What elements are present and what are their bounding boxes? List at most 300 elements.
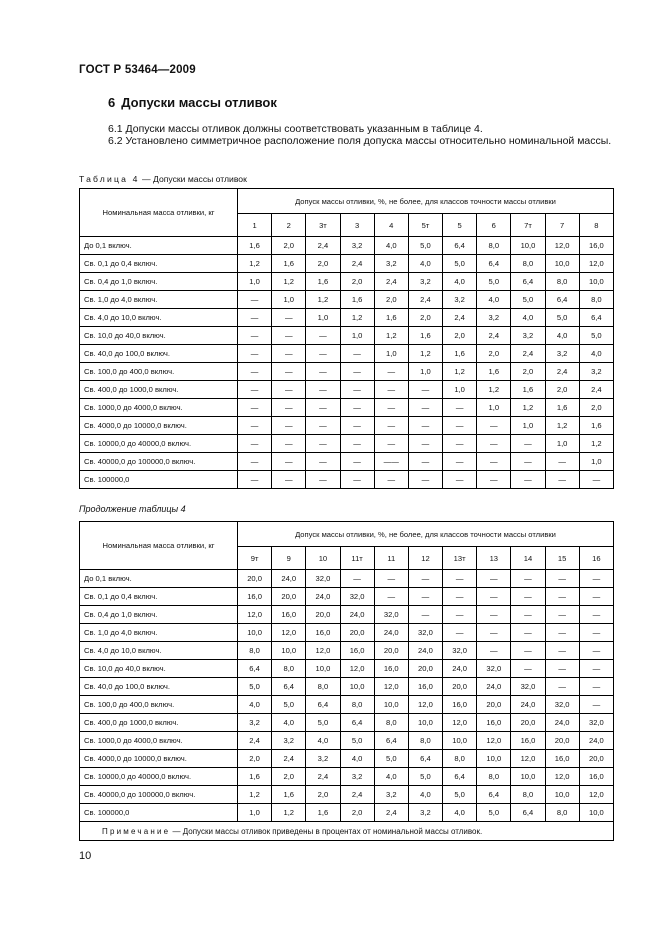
table-cell: 6,4 <box>306 696 340 714</box>
table-cell: 1,6 <box>306 804 340 822</box>
table-cell: — <box>477 606 511 624</box>
table-cell: 2,0 <box>272 237 306 255</box>
table-cell: 3,2 <box>238 714 272 732</box>
table-cell: — <box>374 417 408 435</box>
table-cell: — <box>511 624 545 642</box>
table-cell: 1,2 <box>579 435 613 453</box>
table-cell: 4,0 <box>340 750 374 768</box>
table-cell: — <box>238 399 272 417</box>
table-cell: — <box>340 345 374 363</box>
table-cell: — <box>238 291 272 309</box>
table-cell: 10,0 <box>511 237 545 255</box>
table-cell: — <box>545 678 579 696</box>
class-header-cell: 6 <box>477 214 511 237</box>
table-cell: 20,0 <box>443 678 477 696</box>
table-row <box>80 417 614 435</box>
table-cell: — <box>238 345 272 363</box>
table-cell: 3,2 <box>374 255 408 273</box>
table-cell: 1,0 <box>374 345 408 363</box>
table-cell: 10,0 <box>545 786 579 804</box>
table-cell: 2,0 <box>408 309 442 327</box>
table-caption-label: Таблица 4 <box>79 174 140 184</box>
table-cell: — <box>374 570 408 588</box>
table-cell: 16,0 <box>477 714 511 732</box>
table-cell: — <box>511 642 545 660</box>
table-cell: 2,0 <box>443 327 477 345</box>
table-cell: — <box>408 588 442 606</box>
class-header-cell: 1 <box>238 214 272 237</box>
table-cell: 5,0 <box>477 273 511 291</box>
table-cell: 16,0 <box>443 696 477 714</box>
table-cell: 2,4 <box>408 291 442 309</box>
row-label: Св. 40000,0 до 100000,0 включ. <box>80 786 238 804</box>
table-cell: — <box>238 327 272 345</box>
table-cell: 3,2 <box>374 786 408 804</box>
table-cell: 2,0 <box>511 363 545 381</box>
class-header-cell: 11 <box>374 547 408 570</box>
row-label: Св. 10000,0 до 40000,0 включ. <box>80 768 238 786</box>
table-row <box>80 363 614 381</box>
table-cell: 1,6 <box>238 768 272 786</box>
row-label: Св. 400,0 до 1000,0 включ. <box>80 714 238 732</box>
table-cell: 20,0 <box>408 660 442 678</box>
table-cell: — <box>408 399 442 417</box>
table-cell: — <box>340 570 374 588</box>
table-cell: 12,0 <box>238 606 272 624</box>
table-cell: 10,0 <box>579 273 613 291</box>
table-cell: 6,4 <box>238 660 272 678</box>
table-cell: — <box>238 309 272 327</box>
document-header: ГОСТ Р 53464—2009 <box>79 64 196 76</box>
table-cell: 2,4 <box>511 345 545 363</box>
table-cell: 3,2 <box>340 768 374 786</box>
table-cell: 2,0 <box>306 255 340 273</box>
table-cell: — <box>545 471 579 489</box>
table-cell: 1,2 <box>238 255 272 273</box>
table-cell: — <box>511 588 545 606</box>
table-cell: 8,0 <box>579 291 613 309</box>
table-continuation-caption: Продолжение таблицы 4 <box>79 504 186 514</box>
table-cell: 10,0 <box>374 696 408 714</box>
table-cell: 16,0 <box>306 624 340 642</box>
table-cell: 16,0 <box>545 750 579 768</box>
row-label: До 0,1 включ. <box>80 570 238 588</box>
class-header-cell: 3т <box>306 214 340 237</box>
table-cell: — <box>443 435 477 453</box>
table-cell: —— <box>374 453 408 471</box>
table-cell: — <box>579 606 613 624</box>
table-cell: 8,0 <box>477 768 511 786</box>
table-cell: — <box>306 363 340 381</box>
table-cell: 4,0 <box>238 696 272 714</box>
table-cell: 3,2 <box>579 363 613 381</box>
table-row <box>80 750 614 768</box>
table-cell: 1,0 <box>306 309 340 327</box>
table-cell: 24,0 <box>511 696 545 714</box>
table-cell: 5,0 <box>545 309 579 327</box>
table-row <box>80 660 614 678</box>
table-cell: 2,0 <box>545 381 579 399</box>
table-cell: 32,0 <box>374 606 408 624</box>
table-cell: — <box>408 606 442 624</box>
table-cell: 8,0 <box>511 255 545 273</box>
table-cell: 5,0 <box>272 696 306 714</box>
table-cell: — <box>272 417 306 435</box>
table-cell: 5,0 <box>477 804 511 822</box>
table-row <box>80 345 614 363</box>
row-label: Св. 100000,0 <box>80 471 238 489</box>
paragraph-6-1: 6.1 Допуски массы отливок должны соответствовать указанным в таблице 4. <box>108 123 483 135</box>
class-header-cell: 5т <box>408 214 442 237</box>
table-cell: 1,6 <box>545 399 579 417</box>
table-cell: 5,0 <box>408 768 442 786</box>
column-group-header: Допуск массы отливки, %, не более, для классов точности массы отливки <box>238 522 614 547</box>
section-number: 6 <box>108 95 116 110</box>
table-cell: — <box>374 471 408 489</box>
table-cell: 2,0 <box>374 291 408 309</box>
row-label: Св. 40,0 до 100,0 включ. <box>80 345 238 363</box>
table-row <box>80 714 614 732</box>
table-row <box>80 237 614 255</box>
section-title-text: Допуски массы отливок <box>121 95 277 110</box>
table-cell: — <box>443 588 477 606</box>
table-cell: 10,0 <box>545 255 579 273</box>
table-cell: — <box>545 606 579 624</box>
table-row <box>80 453 614 471</box>
table-cell: — <box>340 381 374 399</box>
table-cell: 1,0 <box>238 804 272 822</box>
table-cell: 1,2 <box>238 786 272 804</box>
table-cell: — <box>306 381 340 399</box>
table-cell: — <box>579 642 613 660</box>
table-cell: — <box>477 570 511 588</box>
class-header-cell: 13т <box>443 547 477 570</box>
table-cell: 1,2 <box>374 327 408 345</box>
table-cell: — <box>443 606 477 624</box>
table-cell: — <box>306 417 340 435</box>
table-cell: — <box>238 363 272 381</box>
table-cell: 6,4 <box>477 255 511 273</box>
table-cell: — <box>306 345 340 363</box>
table-cell: — <box>477 624 511 642</box>
table-cell: 1,6 <box>306 273 340 291</box>
row-label: Св. 10,0 до 40,0 включ. <box>80 660 238 678</box>
table-cell: 6,4 <box>579 309 613 327</box>
page-number: 10 <box>79 850 92 862</box>
table-cell: 1,6 <box>408 327 442 345</box>
table-cell: 24,0 <box>272 570 306 588</box>
table-cell: — <box>477 417 511 435</box>
table-row <box>80 327 614 345</box>
class-header-cell: 5 <box>443 214 477 237</box>
table-cell: 6,4 <box>545 291 579 309</box>
table-cell: 2,4 <box>545 363 579 381</box>
table-cell: — <box>545 624 579 642</box>
table-cell: 10,0 <box>340 678 374 696</box>
table-cell: 2,4 <box>443 309 477 327</box>
table-cell: 2,4 <box>374 804 408 822</box>
table-caption-text: — Допуски массы отливок <box>139 174 247 184</box>
table-cell: — <box>272 435 306 453</box>
table-cell: 32,0 <box>579 714 613 732</box>
table-cell: — <box>408 570 442 588</box>
table-cell: 24,0 <box>579 732 613 750</box>
table-cell: 12,0 <box>511 750 545 768</box>
table-cell: — <box>511 606 545 624</box>
table-cell: — <box>238 417 272 435</box>
table-cell: 16,0 <box>579 768 613 786</box>
table-cell: 1,0 <box>340 327 374 345</box>
table-cell: — <box>306 471 340 489</box>
table-row <box>80 399 614 417</box>
table-cell: — <box>545 588 579 606</box>
table-cell: 10,0 <box>238 624 272 642</box>
table-cell: — <box>477 435 511 453</box>
table-cell: 10,0 <box>272 642 306 660</box>
table-cell: 32,0 <box>408 624 442 642</box>
table-cell: 8,0 <box>306 678 340 696</box>
table-cell: — <box>477 642 511 660</box>
table-cell: — <box>340 417 374 435</box>
table-cell: 4,0 <box>579 345 613 363</box>
table-cell: — <box>408 381 442 399</box>
table-cell: 1,6 <box>238 237 272 255</box>
table-cell: 24,0 <box>443 660 477 678</box>
table-cell: 8,0 <box>443 750 477 768</box>
row-label: Св. 1000,0 до 4000,0 включ. <box>80 732 238 750</box>
table-cell: 4,0 <box>443 273 477 291</box>
table-cell: — <box>579 624 613 642</box>
table-cell: — <box>545 453 579 471</box>
table-cell: 4,0 <box>408 255 442 273</box>
table-cell: 1,0 <box>477 399 511 417</box>
table-cell: 10,0 <box>477 750 511 768</box>
table-row <box>80 381 614 399</box>
table-row <box>80 624 614 642</box>
table-cell: 8,0 <box>340 696 374 714</box>
table-cell: 10,0 <box>306 660 340 678</box>
table-row <box>80 255 614 273</box>
table-cell: — <box>545 660 579 678</box>
table-cell: 1,2 <box>511 399 545 417</box>
table-cell: 3,2 <box>408 804 442 822</box>
table-cell: 24,0 <box>477 678 511 696</box>
table-cell: 10,0 <box>579 804 613 822</box>
table-cell: — <box>511 435 545 453</box>
table-note-text: — Допуски массы отливок приведены в процентах от номинальной массы отливок. <box>170 826 483 836</box>
class-header-cell: 11т <box>340 547 374 570</box>
table-cell: 8,0 <box>477 237 511 255</box>
table-cell: — <box>238 471 272 489</box>
table-cell: 12,0 <box>374 678 408 696</box>
row-label: Св. 1,0 до 4,0 включ. <box>80 624 238 642</box>
class-header-cell: 14 <box>511 547 545 570</box>
table-cell: 2,4 <box>272 750 306 768</box>
table-cell: 24,0 <box>408 642 442 660</box>
table-cell: 1,2 <box>408 345 442 363</box>
column-header-nominal-mass: Номинальная масса отливки, кг <box>80 189 238 237</box>
table-cell: — <box>477 453 511 471</box>
row-label: Св. 0,4 до 1,0 включ. <box>80 606 238 624</box>
table-cell: — <box>306 399 340 417</box>
table-cell: — <box>408 435 442 453</box>
table-cell: 12,0 <box>545 768 579 786</box>
table-cell: 12,0 <box>306 642 340 660</box>
table-cell: 24,0 <box>340 606 374 624</box>
table-cell: 4,0 <box>443 804 477 822</box>
table-cell: 20,0 <box>238 570 272 588</box>
table-cell: 3,2 <box>545 345 579 363</box>
table-cell: — <box>579 696 613 714</box>
table-cell: — <box>579 471 613 489</box>
table-cell: — <box>374 399 408 417</box>
table-cell: 1,0 <box>443 381 477 399</box>
table-cell: 24,0 <box>306 588 340 606</box>
table-cell: — <box>511 453 545 471</box>
table-cell: 1,6 <box>272 255 306 273</box>
table-cell: — <box>306 453 340 471</box>
table-cell: 16,0 <box>374 660 408 678</box>
table-cell: — <box>272 381 306 399</box>
table-cell: 4,0 <box>408 786 442 804</box>
table-cell: 8,0 <box>238 642 272 660</box>
table-cell: — <box>477 471 511 489</box>
table-cell: 6,4 <box>511 804 545 822</box>
row-label: Св. 1000,0 до 4000,0 включ. <box>80 399 238 417</box>
table-cell: 1,6 <box>443 345 477 363</box>
table-cell: — <box>374 363 408 381</box>
table-cell: 6,4 <box>408 750 442 768</box>
table-cell: 20,0 <box>579 750 613 768</box>
table-cell: 5,0 <box>511 291 545 309</box>
table-cell: 4,0 <box>374 237 408 255</box>
table-cell: 32,0 <box>511 678 545 696</box>
table-cell: 6,4 <box>272 678 306 696</box>
table-cell: — <box>340 399 374 417</box>
table-cell: 1,6 <box>511 381 545 399</box>
table-row <box>80 291 614 309</box>
table-cell: 1,6 <box>579 417 613 435</box>
table-cell: — <box>306 327 340 345</box>
table-cell: 32,0 <box>340 588 374 606</box>
class-header-cell: 3 <box>340 214 374 237</box>
table-cell: — <box>511 660 545 678</box>
table-row <box>80 273 614 291</box>
table-row <box>80 588 614 606</box>
table-cell: 2,4 <box>306 237 340 255</box>
table-cell: — <box>272 327 306 345</box>
table-cell: 8,0 <box>374 714 408 732</box>
class-header-cell: 7 <box>545 214 579 237</box>
table-cell: 8,0 <box>545 804 579 822</box>
table-cell: 10,0 <box>408 714 442 732</box>
class-header-cell: 9 <box>272 547 306 570</box>
table-cell: — <box>374 381 408 399</box>
table-cell: 20,0 <box>477 696 511 714</box>
table-cell: — <box>477 588 511 606</box>
row-label: Св. 400,0 до 1000,0 включ. <box>80 381 238 399</box>
table-cell: 16,0 <box>579 237 613 255</box>
class-header-cell: 15 <box>545 547 579 570</box>
table-cell: 32,0 <box>545 696 579 714</box>
class-header-cell: 4 <box>374 214 408 237</box>
table-cell: 12,0 <box>545 237 579 255</box>
table-cell: — <box>272 345 306 363</box>
class-header-cell: 2 <box>272 214 306 237</box>
column-group-header: Допуск массы отливки, %, не более, для классов точности массы отливки <box>238 189 614 214</box>
table-cell: — <box>340 435 374 453</box>
row-label: Св. 40000,0 до 100000,0 включ. <box>80 453 238 471</box>
table-cell: — <box>374 435 408 453</box>
table-cell: 4,0 <box>511 309 545 327</box>
table-cell: 16,0 <box>511 732 545 750</box>
class-header-cell: 13 <box>477 547 511 570</box>
table-cell: 10,0 <box>511 768 545 786</box>
table-cell: — <box>443 471 477 489</box>
table-cell: — <box>272 453 306 471</box>
table-cell: 5,0 <box>408 237 442 255</box>
table-cell: 1,0 <box>238 273 272 291</box>
table-cell: 1,2 <box>306 291 340 309</box>
table-cell: 20,0 <box>306 606 340 624</box>
table-cell: 3,2 <box>340 237 374 255</box>
table-cell: 3,2 <box>477 309 511 327</box>
class-header-cell: 7т <box>511 214 545 237</box>
table-row <box>80 786 614 804</box>
table-cell: 2,4 <box>374 273 408 291</box>
table-cell: 2,0 <box>306 786 340 804</box>
table-cell: 6,4 <box>443 237 477 255</box>
table-cell: 10,0 <box>443 732 477 750</box>
table-cell: 6,4 <box>340 714 374 732</box>
table-cell: 4,0 <box>374 768 408 786</box>
table-row <box>80 309 614 327</box>
table-cell: 1,2 <box>272 273 306 291</box>
class-header-cell: 9т <box>238 547 272 570</box>
table-row <box>80 768 614 786</box>
section-title <box>108 95 277 110</box>
row-label: Св. 0,1 до 0,4 включ. <box>80 588 238 606</box>
table-cell: — <box>443 453 477 471</box>
row-label: Св. 10,0 до 40,0 включ. <box>80 327 238 345</box>
table-cell: 1,2 <box>340 309 374 327</box>
table-cell: 1,2 <box>545 417 579 435</box>
table-cell: — <box>579 678 613 696</box>
row-label: Св. 40,0 до 100,0 включ. <box>80 678 238 696</box>
table-cell: 24,0 <box>545 714 579 732</box>
table-cell: — <box>511 471 545 489</box>
table-cell: 5,0 <box>374 750 408 768</box>
table-cell: — <box>443 624 477 642</box>
table-cell: — <box>443 570 477 588</box>
table-cell: 2,0 <box>340 804 374 822</box>
table-cell: — <box>238 381 272 399</box>
table-cell: 12,0 <box>340 660 374 678</box>
table-cell: 2,0 <box>272 768 306 786</box>
table-caption <box>79 174 247 184</box>
row-label: Св. 4,0 до 10,0 включ. <box>80 642 238 660</box>
table-note <box>80 822 614 841</box>
row-label: Св. 4,0 до 10,0 включ. <box>80 309 238 327</box>
table-cell: 12,0 <box>579 786 613 804</box>
table-cell: 16,0 <box>238 588 272 606</box>
table-cell: 3,2 <box>408 273 442 291</box>
table-row <box>80 570 614 588</box>
row-label: Св. 10000,0 до 40000,0 включ. <box>80 435 238 453</box>
table-cell: — <box>443 399 477 417</box>
table-cell: — <box>340 363 374 381</box>
table-cell: — <box>272 309 306 327</box>
